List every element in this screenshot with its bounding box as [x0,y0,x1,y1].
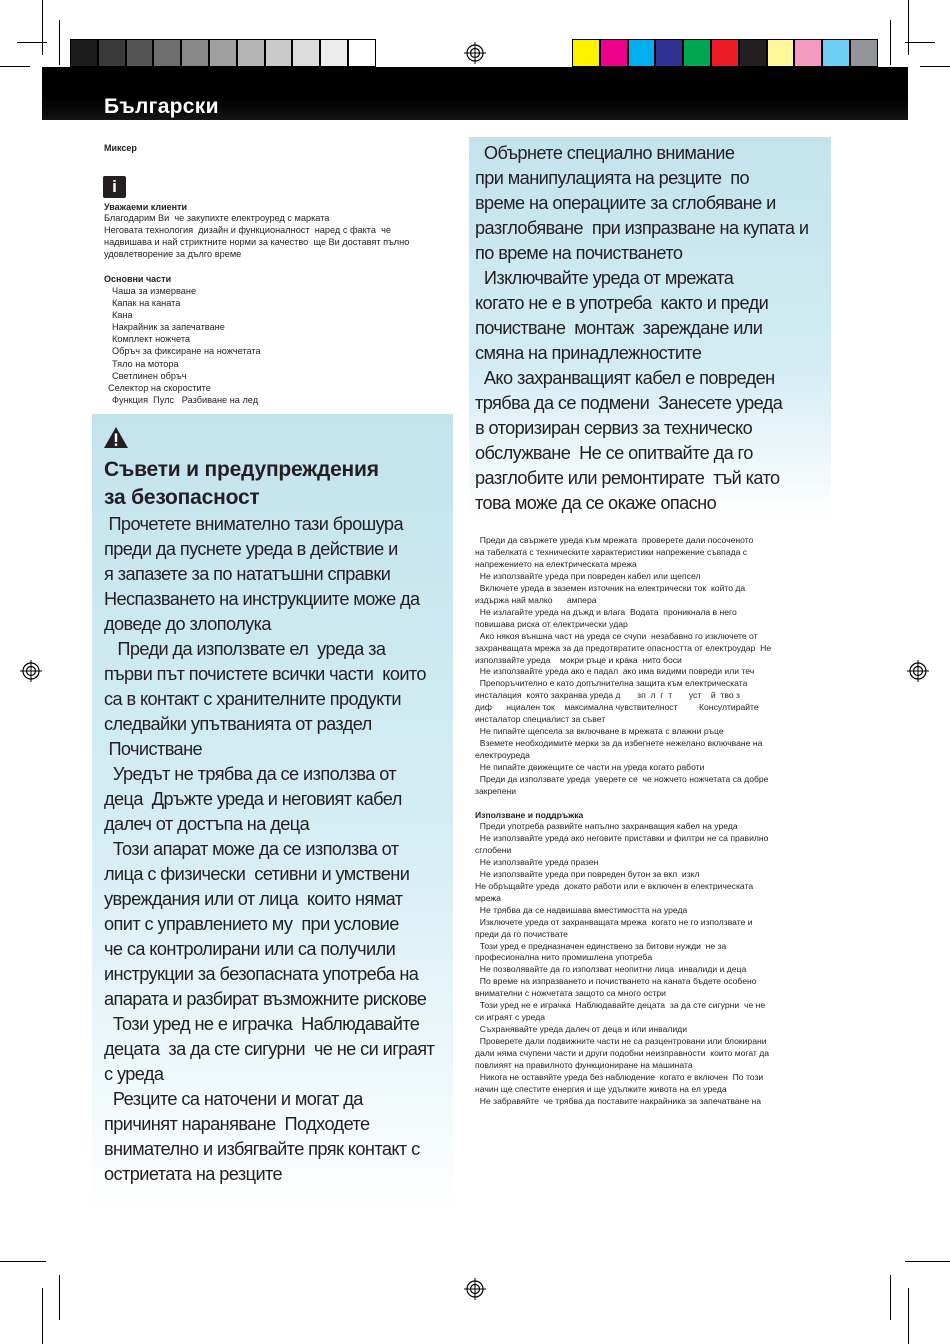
part-item: Кана [112,310,133,321]
registration-mark-icon [464,42,486,64]
caution-line: Изключвайте уреда от мрежата [475,268,734,288]
crop-mark [17,42,47,43]
safety-line: следвайки упътванията от раздел [104,714,372,734]
registration-mark-icon [464,1278,486,1300]
customers-line: удовлетворение за дълго време [104,249,242,260]
caution-line: Обърнете специално внимание [475,143,735,163]
crop-mark [908,1288,909,1344]
color-swatch [153,39,181,67]
part-item: Комплект ножчета [112,334,191,345]
warning-line: захранващата мрежа за да предотвратите опасността от електроудар Не [475,642,772,653]
color-swatch [348,39,376,67]
color-swatch [850,39,878,67]
crop-mark [59,1275,60,1320]
parts-list [104,285,404,406]
warning-line: инсталатор специалист за съвет [475,714,606,725]
crop-mark [908,0,909,55]
caution-line: разглобите или ремонтирате тъй като [475,468,780,488]
warning-line: Ако някоя външна част на уреда се счупи незабавно го изключете от [475,630,758,641]
safety-line: апарата и разбират възможните рискове [104,989,427,1009]
crop-mark [59,20,60,65]
color-swatch [683,39,711,67]
color-swatch [70,39,98,67]
safety-line: децата за да сте сигурни че не си играят [104,1039,435,1059]
safety-line: деца Дръжте уреда и неговият кабел [104,789,402,809]
language-header-bar [42,67,908,120]
caution-line: разглобяване при изпразване на купата и [475,218,809,238]
part-item: Функция Пулс Разбиване на лед [112,394,259,405]
part-item: Селектор на скоростите [108,382,211,393]
customers-line: Благодарим Ви че закупихте електроуред с марката [104,213,330,223]
usage-line: мрежа [475,892,501,903]
info-icon: i [103,176,126,198]
crop-mark [0,66,30,67]
customers-line: надвишава и най стриктните норми за качество ще Ви доставят пълно [104,237,410,248]
safety-line: лица с физически сетивни и умствени [104,864,410,884]
safety-line: причинят нараняване Подходете [104,1114,370,1134]
warning-line: Не използвайте уреда ако е падал ако има видими повреди или теч [475,666,755,677]
part-item: Чаша за измерване [112,286,197,296]
usage-title: Използване и поддръжка [475,810,584,820]
warning-line: повишава риска от електрически удар [475,618,628,629]
color-swatch [794,39,822,67]
warning-icon [103,426,129,449]
crop-mark [905,1261,950,1262]
crop-mark [890,1275,891,1320]
warning-line: Вземете необходимите мерки за да избегнете нежелано включване на [475,738,763,749]
usage-line: Този уред е предназначен единствено за битови нужди не за [475,940,727,951]
warning-line: закрепени [475,786,517,797]
caution-line: смяна на принадлежностите [475,343,702,363]
color-swatch [237,39,265,67]
warning-line: на табелката с техническите характеристики напрежение съвпада с [475,546,748,557]
usage-line: Не използвайте уреда ако неговите приставки и филтри не са правилно [475,832,769,843]
color-swatch [126,39,154,67]
warning-line: Препоръчително е като допълнителна защита към електрическата [475,678,748,689]
caution-line: в оторизиран сервиз за техническо [475,418,753,438]
safety-line: внимателно и избягвайте пряк контакт с [104,1139,420,1159]
warning-line: Не пипайте щепсела за включване в мрежата с влажни ръце [475,726,724,737]
usage-line: Съхранявайте уреда далеч от деца и или инвалиди [475,1024,687,1035]
registration-mark-icon [20,660,42,682]
safety-line: опит с управлението му при условие [104,914,399,934]
caution-line: време на операциите за сглобяване и [475,193,776,213]
usage-line: внимателни с ножчетата защото са много остри [475,988,666,999]
crop-mark [0,1261,46,1262]
part-item: Светлинен обръч [112,370,187,381]
safety-line: Неспазването на инструкциите може да [104,589,420,609]
blades-caution-text [475,141,835,516]
safety-line: Почистване [104,739,203,759]
process-color-bar [572,39,878,69]
usage-line: Не трябва да се надвишава вместимостта на уреда [475,904,688,915]
caution-line: Ако захранващият кабел е повреден [475,368,775,388]
safety-line: далеч от достъпа на деца [104,814,310,834]
usage-line: Този уред не е играчка Наблюдавайте децата за да сте сигурни че не [475,1000,766,1011]
usage-line: Не обръщайте уреда докато работи или е включен в електрическата [475,880,754,891]
warning-line: Включете уреда в заземен източник на електрически ток който да [475,582,746,593]
color-swatch [711,39,739,67]
color-swatch [739,39,767,67]
part-item: Обръч за фиксиране на ножчетата [112,346,261,357]
color-swatch [265,39,293,67]
warning-line: напрежението на електрическата мрежа [475,558,637,569]
caution-line: по време на почистването [475,243,683,263]
color-swatch [767,39,795,67]
color-swatch [572,39,600,67]
usage-line: си играят с уреда [475,1012,546,1023]
usage-line: Не позволявайте да го използват неопитни лица инвалиди и деца [475,964,747,975]
safety-line: Прочетете внимателно тази брошура [104,514,403,534]
part-item: Капак на каната [112,298,181,309]
customers-title: Уважаеми клиенти [104,202,187,212]
usage-line: Никога не оставяйте уреда без наблюдение когато е включен По този [475,1072,764,1083]
safety-line: преди да пуснете уреда в действие и [104,539,398,559]
safety-line: Този уред не е играчка Наблюдавайте [104,1014,420,1034]
warning-line: Не пипайте движещите се части на уреда когато работи [475,762,705,773]
warning-line: диф нциален ток максимална чувствителност Консултирайте [475,702,759,713]
caution-line: когато не е в употреба както и преди [475,293,769,313]
color-swatch [209,39,237,67]
usage-line: Изключете уреда от захранващата мрежа когато не го използвате и [475,916,753,927]
usage-line: Преди употреба развийте напълно захранващия кабел на уреда [475,821,738,831]
warning-line: използвайте уреда мокри ръце и крака нито боси [475,654,682,665]
part-item: Тяло на мотора [112,358,179,369]
crop-mark [42,0,43,55]
color-swatch [600,39,628,67]
caution-line: това може да се окаже опасно [475,493,717,513]
usage-line: Проверете дали подвижните части не са разцентровани или блокирани [475,1036,767,1047]
gray-color-bar [70,39,376,69]
usage-line: Не забравяйте че трябва да поставите накрайника за запечатване на [475,1095,762,1106]
caution-line: при манипулацията на резците по [475,168,750,188]
safety-line: Преди да използвате ел уреда за [104,639,386,659]
safety-line: инструкции за безопасната употреба на [104,964,419,984]
crop-mark [42,1288,43,1344]
crop-mark [890,20,891,65]
warning-line: инсталация която захранва уреда д зп л г т уст й тво з [475,690,740,701]
warning-line: Преди да използвате уреда уверете се че ножчето ножчетата са добре [475,774,769,785]
warning-line: Не излагайте уреда на дъжд и влага Водата проникнала в него [475,606,737,617]
electrical-warnings-text [475,535,855,798]
safety-line: доведе до злополука [104,614,271,634]
safety-line: Уредът не трябва да се използва от [104,764,397,784]
customers-line: Неговата технология дизайн и функционалност наред с факта че [104,225,391,236]
safety-line: остриетата на резците [104,1164,283,1184]
usage-line: начин ще спестите енергия и ще удължите живота на ел уреда [475,1083,727,1094]
warning-line: Преди да свържете уреда към мрежата проверете дали посоченото [475,535,754,545]
crop-mark [920,66,950,67]
usage-line: професионална нито промишлена употребa [475,952,653,963]
usage-line: По време на изпразването и почистването на каната бъдете особено [475,976,757,987]
color-swatch [822,39,850,67]
registration-mark-icon [907,660,929,682]
safety-line: Този апарат може да се използва от [104,839,399,859]
usage-line: дали няма счупени части и други подобни неизправности които могат да [475,1048,770,1059]
color-swatch [655,39,683,67]
customers-text [104,212,444,260]
safety-text [104,512,454,1187]
safety-line: Резците са наточени и могат да [104,1089,363,1109]
product-name: Миксер [104,143,137,153]
crop-mark [905,42,935,43]
usage-text [475,821,855,1108]
safety-title-line1: Съвети и предупреждения [104,458,379,481]
warning-line: електроуреда [475,750,530,761]
color-swatch [292,39,320,67]
usage-line: Не използвайте уреда празен [475,856,599,867]
safety-line: че са контролирани или са получили [104,939,396,959]
safety-line: я запазете за по нататъшни справки [104,564,391,584]
usage-line: Не използвайте уреда при повреден бутон за вкл изкл [475,868,700,879]
safety-line: са в контакт с хранителните продукти [104,689,401,709]
usage-line: повлияят на правилното функциониране на машината [475,1060,693,1071]
safety-title-line2: за безопасност [104,486,260,509]
usage-line: сглобени [475,844,512,855]
color-swatch [181,39,209,67]
language-title: Български [104,95,219,118]
color-swatch [628,39,656,67]
caution-line: обслужване Не се опитвайте да го [475,443,753,463]
safety-line: увреждания или от лица които нямат [104,889,403,909]
color-swatch [98,39,126,67]
safety-line: първи път почистете всички части които [104,664,426,684]
part-item: Накрайник за запечатване [112,322,225,333]
caution-line: трябва да се подмени Занесете уреда [475,393,783,413]
warning-line: издържа най малко ампера [475,594,597,605]
parts-title: Основни части [104,274,172,284]
safety-line: с уреда [104,1064,164,1084]
usage-line: преди да го почиствате [475,928,568,939]
color-swatch [320,39,348,67]
warning-line: Не използвайте уреда при повреден кабел или щепсел [475,570,701,581]
caution-line: почистване монтаж зареждане или [475,318,763,338]
